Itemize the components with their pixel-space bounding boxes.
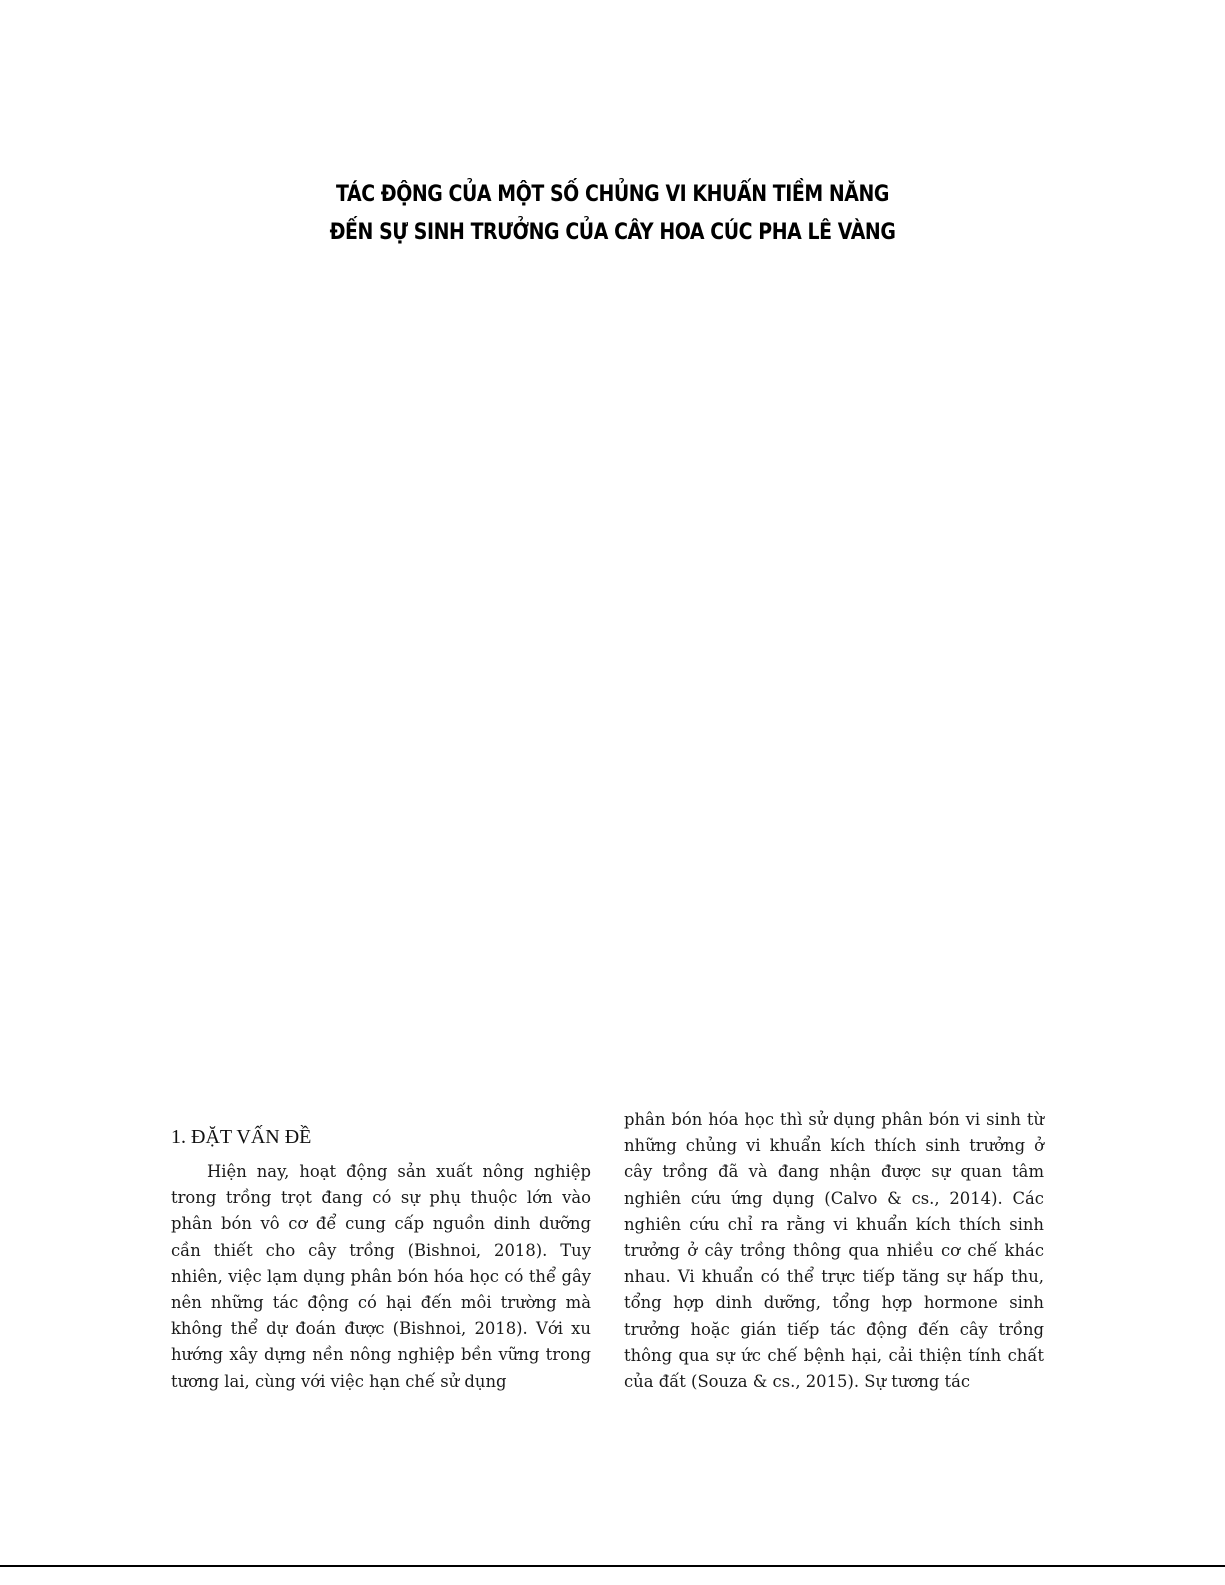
paper-title-line-1: TÁC ĐỘNG CỦA MỘT SỐ CHỦNG VI KHUẨN TIỀM NĂNG (335, 182, 890, 207)
bottom-divider (0, 1565, 1225, 1567)
body-paragraph-left: Hiện nay, hoạt động sản xuất nông nghiệp trong trồng trọt đang có sự phụ thuộc lớn vào phân bón vô cơ để cung cấp nguồn dinh dưỡng cần thiết cho cây trồng (Bishnoi, 2018). Tuy nhiên, việc lạm dụng phân bón hóa học có thể gây nên những tác động có hại đến môi trường mà không thể dự đoán được (Bishnoi, 2018). Với xu hướng xây dựng nền nông nghiệp bền vững trong tương lai, cùng với việc hạn chế sử dụng (171, 1162, 591, 1391)
body-paragraph-right: phân bón hóa học thì sử dụng phân bón vi sinh từ những chủng vi khuẩn kích thích sinh trưởng ở cây trồng đã và đang nhận được sự quan tâm nghiên cứu ứng dụng (Calvo & cs., 2014). Các nghiên cứu chỉ ra rằng vi khuẩn kích thích sinh trưởng ở cây trồng thông qua nhiều cơ chế khác nhau. Vi khuẩn có thể trực tiếp tăng sự hấp thu, tổng hợp dinh dưỡng, tổng hợp hormone sinh trưởng hoặc gián tiếp tác động đến cây trồng thông qua sự ức chế bệnh hại, cải thiện tính chất của đất (Souza & cs., 2015). Sự tương tác (624, 1110, 1044, 1392)
paper-title-line-2: ĐẾN SỰ SINH TRƯỞNG CỦA CÂY HOA CÚC PHA LÊ VÀNG (329, 220, 896, 245)
right-text-column (624, 1107, 1044, 1395)
paper-title (0, 176, 1225, 252)
left-text-column (171, 1107, 591, 1395)
section-heading: 1. ĐẶT VẤN ĐỀ (171, 1126, 312, 1148)
